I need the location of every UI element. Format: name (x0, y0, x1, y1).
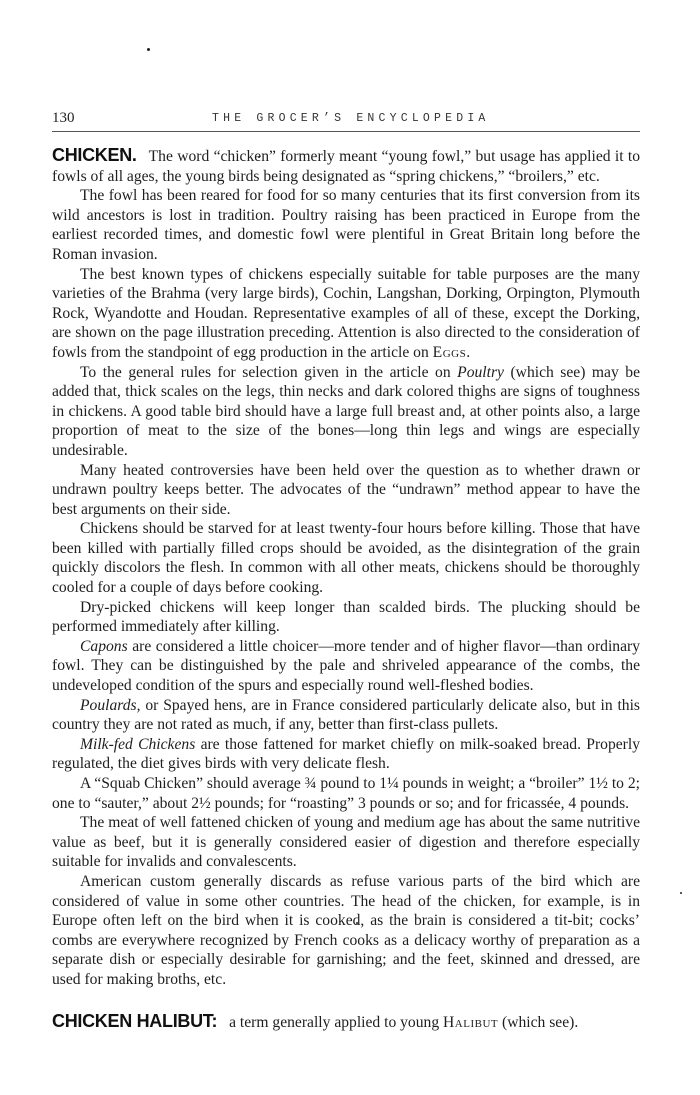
page-number: 130 (52, 110, 75, 126)
running-title: THE GROCER’S ENCYCLOPEDIA (212, 112, 490, 125)
paragraph-text: are those fattened for market chiefly on milk-soaked bread. Properly regulated, the diet gives birds with very delicate flesh. (52, 735, 640, 773)
paragraph-text: Chickens should be starved for at least twenty-four hours before killing. Those that have been killed with partially filled crops should be avoided, as the disintegration of the grain quickly discolors the flesh. In common with all other meats, chickens should be thoroughly cooled for a couple of days before cooking. (52, 520, 640, 597)
paragraph-text: or Spayed hens, are in France considered particularly delicate also, but in this country they are not rated as much, if any, better than first-class pullets. (52, 696, 641, 734)
paragraph (52, 519, 640, 597)
term: Poulards, (80, 696, 141, 714)
definition-text: (which see). (502, 1013, 579, 1031)
paragraph (52, 774, 640, 813)
paragraph-text: Dry-picked chickens will keep longer than scalded birds. The plucking should be performed immediately after killing. (52, 598, 640, 636)
scan-speck (147, 48, 150, 51)
paragraph-text: The meat of well fattened chicken of young and medium age has about the same nutritive value as beef, but it is generally considered easier of digestion and therefore especially suitable for invalids and convalescents. (52, 814, 640, 871)
paragraph-text: To the general rules for selection given in the article on (80, 363, 451, 381)
cross-reference: Halibut (443, 1013, 499, 1031)
paragraph (52, 637, 640, 696)
cross-reference: Poultry (457, 363, 504, 381)
paragraph (52, 872, 640, 990)
entry-chicken-lead (52, 146, 640, 186)
paragraph-text: A “Squab Chicken” should average ¾ pound to 1¼ pounds in weight; a “broiler” 1½ to 2; one to “sauter,” about 2½ pounds; for “roasting” 3 pounds or so; and for fricassée, 4 pounds. (52, 775, 640, 812)
entry-chicken-halibut (52, 1012, 640, 1033)
paragraph-text: . (466, 343, 471, 361)
paragraph (52, 186, 640, 264)
paragraph (52, 696, 640, 735)
term: Milk-fed Chickens (80, 735, 196, 753)
header-rule (52, 131, 640, 132)
page-body (52, 146, 640, 1032)
headword: CHICKEN. (52, 145, 137, 165)
paragraph (52, 813, 640, 872)
paragraph-text: are considered a little choicer—more tender and of higher flavor—than ordinary fowl. They can be distinguished by the pale and shriveled appearance of the combs, the undeveloped condition of the spurs and especially round well-fleshed bodies. (52, 637, 640, 695)
paragraph-text: The best known types of chickens especially suitable for table purposes are the many varieties of the Brahma (very large birds), Cochin, Langshan, Dorking, Orpington, Plymouth Rock, Wyandotte and Houdan. Representative examples of all of these, except the Dorking, are shown on the page illustration preceding. Attention is also directed to the consideration of fowls from the standpoint of egg production in the article on (52, 265, 640, 361)
paragraph-text: Many heated controversies have been held over the question as to whether drawn or undrawn poultry keeps better. The advocates of the “undrawn” method appear to have the best arguments on their side. (52, 461, 640, 518)
running-head (52, 110, 640, 128)
paragraph (52, 735, 640, 774)
paragraph-text: American custom generally discards as refuse various parts of the bird which are considered of value in some other countries. The head of the chicken, for example, is in Europe often left on the bird when it is cooked, as the brain is considered a tit-bit; cocks’ combs are everywhere recognized by French cooks as a delicacy worthy of preparation as a separate dish or especially desirable for garnishing; and the feet, skinned and dressed, are used for making broths, etc. (52, 872, 640, 988)
cross-reference: Eggs (432, 343, 467, 361)
term: Capons (80, 637, 128, 655)
definition-text: a term generally applied to young (229, 1013, 440, 1031)
paragraph (52, 598, 640, 637)
paragraph (52, 363, 640, 461)
paragraph-text: The word “chicken” formerly meant “young fowl,” but usage has applied it to fowls of all ages, the young birds being designated as “spring chickens,” “broilers,” etc. (52, 148, 640, 185)
paragraph-text: The fowl has been reared for food for so many centuries that its first conversion from its wild ancestors is lost in tradition. Poultry raising has been practiced in Europe from the earliest recorded times, and domestic fowl were plentiful in Great Britain long before the Roman invasion. (52, 187, 640, 263)
paragraph (52, 461, 640, 520)
paragraph-text: (which see) may be added that, thick scales on the legs, thin necks and dark colored thighs are signs of toughness in chickens. A good table bird should have a large full breast and, at other points also, a large proportion of meat to the size of the bones—long thin legs and wings are especially undesirable. (52, 363, 641, 459)
paragraph (52, 265, 640, 363)
scan-speck (680, 892, 682, 894)
headword: CHICKEN HALIBUT: (52, 1010, 218, 1031)
